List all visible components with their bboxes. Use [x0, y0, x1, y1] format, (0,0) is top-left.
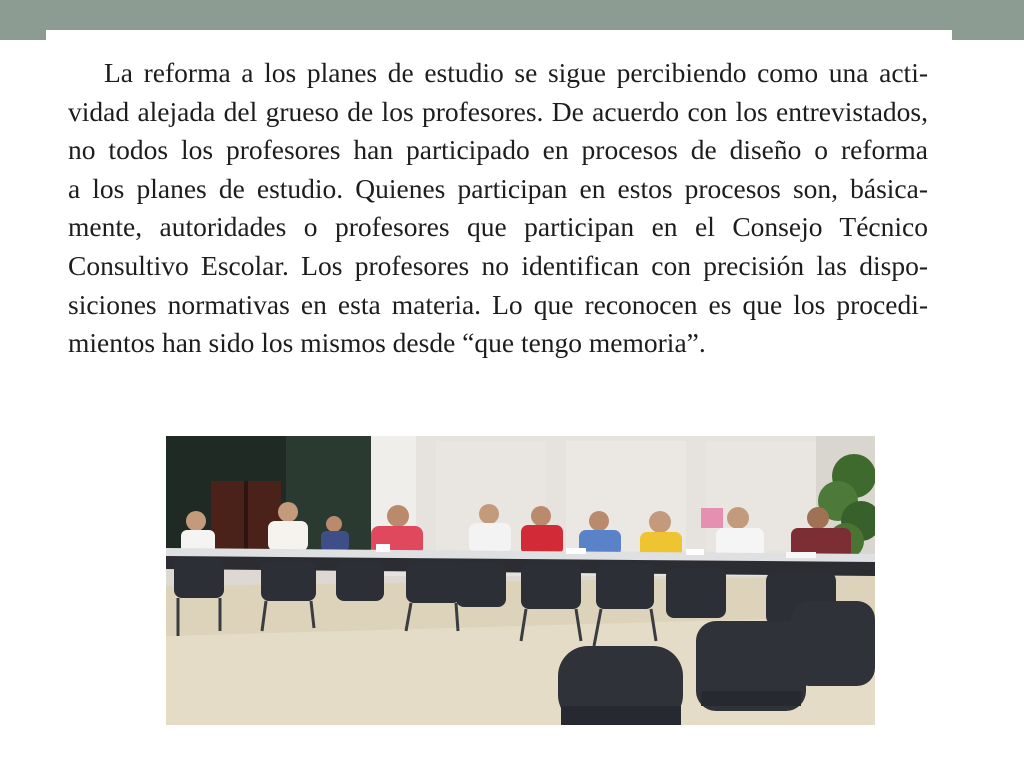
paragraph-line: La reforma a los planes de estudio se sigue percibiendo como una acti-	[104, 57, 928, 88]
paragraph-line: no todos los profesores han participado en procesos de diseño o reforma	[68, 134, 928, 166]
paragraph-line: mientos han sido los mismos desde “que tengo memoria”.	[68, 327, 706, 359]
paragraph-line: mente, autoridades o profesores que participan en el Consejo Técnico	[68, 211, 928, 243]
meeting-photo-illustration	[166, 436, 875, 725]
body-paragraph	[68, 54, 928, 363]
paragraph-line: a los planes de estudio. Quienes participan en estos procesos son, básica-	[68, 172, 928, 204]
paragraph-line: vidad alejada del grueso de los profesores. De acuerdo con los entrevistados,	[68, 95, 928, 127]
paragraph-line: siciones normativas en esta materia. Lo que reconocen es que los procedi-	[68, 288, 928, 320]
paragraph-line: Consultivo Escolar. Los profesores no identifican con precisión las dispo-	[68, 249, 928, 281]
meeting-photo	[166, 436, 875, 725]
